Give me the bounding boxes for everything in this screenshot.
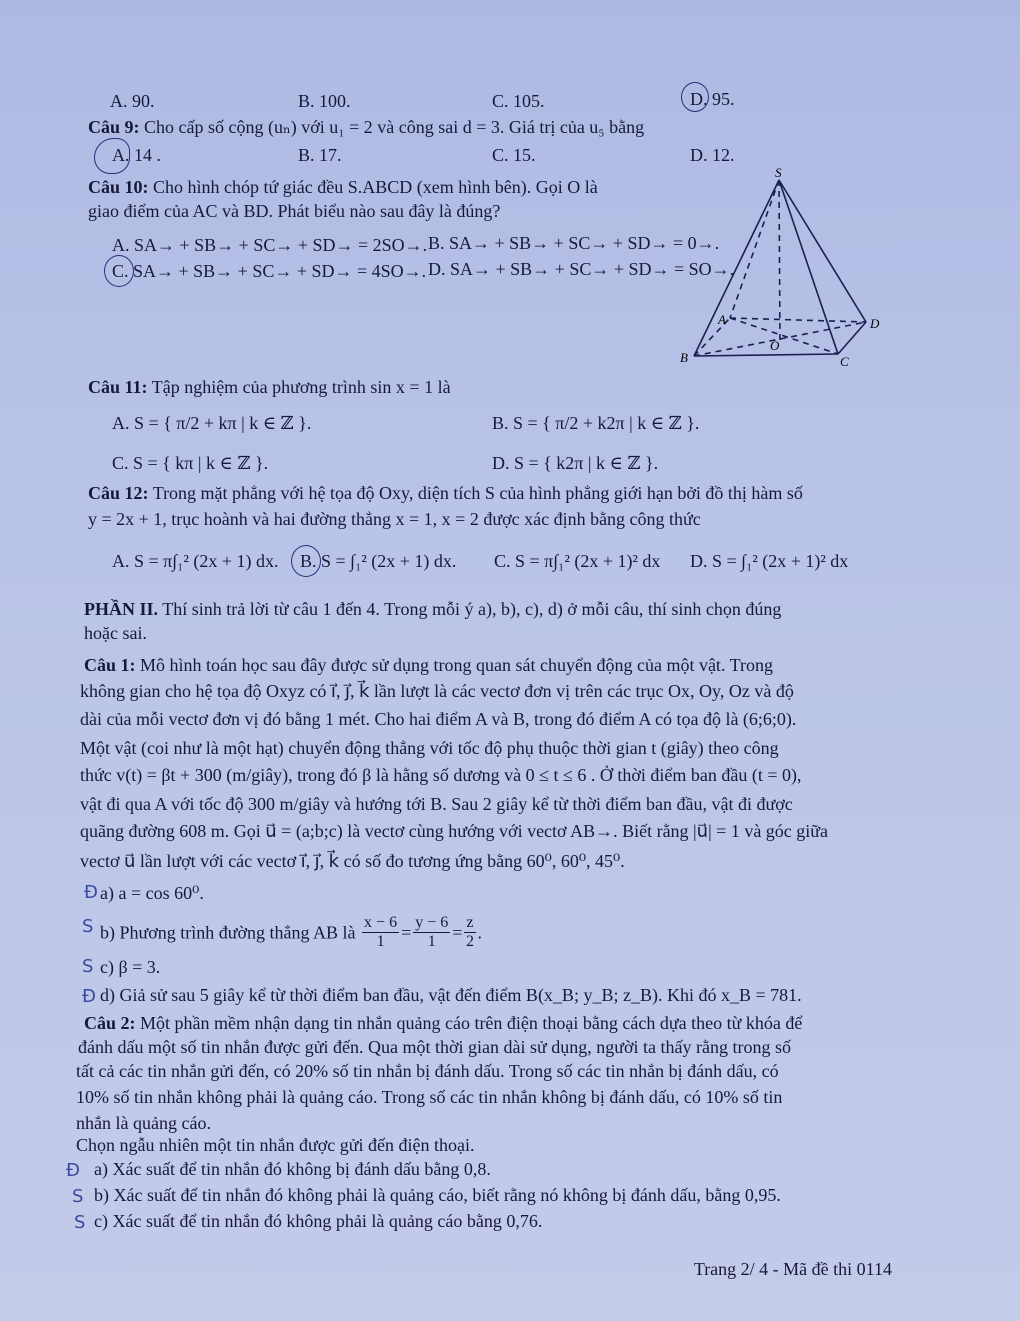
q8-option-a: A. 90.	[110, 91, 155, 111]
answer-circle-mark	[291, 545, 321, 577]
p2q1-line-2: dài của mỗi vectơ đơn vị đó bằng 1 mét. Cho hai điểm A và B, trong đó điểm A có tọa độ là (6;6;0).	[80, 709, 797, 729]
frac-x-num: x − 6	[364, 914, 398, 931]
q12-option-d: D. S = ∫₁² (2x + 1)² dx	[690, 551, 849, 571]
q10-option-a: A. SA→ + SB→ + SC→ + SD→ = 2SO→.	[112, 235, 428, 255]
q8-option-b: B. 100.	[298, 91, 351, 111]
part2-text-1: Thí sinh trả lời từ câu 1 đến 4. Trong mỗi ý a), b), c), d) ở mỗi câu, thí sinh chọn đúng	[162, 599, 782, 619]
answer-circle-mark	[104, 255, 134, 287]
edge-sd	[779, 180, 866, 322]
edge-ac	[730, 318, 838, 354]
frac-z-num: z	[466, 914, 474, 931]
p2q2-mark-a: Đ	[66, 1160, 80, 1181]
p2q1-item-d: d) Giả sử sau 5 giây kể từ thời điểm ban đầu, vật đến điểm B(x_B; y_B; z_B). Khi đó x_B = 781.	[100, 985, 802, 1005]
p2q1-line-5: vật đi qua A với tốc độ 300 m/giây và hướng tới B. Sau 2 giây kể từ thời điểm ban đầu, vật đi được	[80, 794, 793, 814]
q12-label: Câu 12:	[88, 483, 149, 503]
q10-option-d: D. SA→ + SB→ + SC→ + SD→ = SO→.	[428, 259, 735, 279]
q11-stem	[88, 376, 451, 398]
p2q1-item-b-prefix: b) Phương trình đường thẳng AB là	[100, 922, 356, 943]
p2q2-mark-c: S	[74, 1212, 86, 1233]
p2q2-text-0: Một phần mềm nhận dạng tin nhắn quảng cáo trên điện thoại bằng cách dựa theo từ khóa để	[140, 1013, 803, 1033]
q9-stem	[88, 116, 644, 138]
edge-sa	[730, 180, 779, 318]
p2q1-line-7: vectơ u⃗ lần lượt với các vectơ i⃗, j⃗, k⃗ có số đo tương ứng bằng 60⁰, 60⁰, 45⁰.	[80, 851, 625, 871]
edge-ad	[730, 318, 866, 322]
p2q2-mark-b: S	[72, 1186, 84, 1207]
p2q1-item-a: a) a = cos 60⁰.	[100, 883, 204, 903]
q12-text-1: Trong mặt phẳng với hệ tọa độ Oxy, diện tích S của hình phẳng giới hạn bởi đồ thị hàm số	[152, 483, 803, 503]
q12-stem-line1	[88, 482, 803, 504]
p2q1-mark-d: Đ	[82, 986, 96, 1007]
part2-label: PHẦN II.	[84, 599, 159, 619]
answer-circle-mark	[94, 138, 130, 174]
p2q2-line-0	[84, 1012, 802, 1034]
edge-bc	[694, 354, 838, 356]
q10-option-c: C. SA→ + SB→ + SC→ + SD→ = 4SO→.	[112, 261, 427, 281]
p2q2-line-2: tất cả các tin nhắn gửi đến, có 20% số tin nhắn bị đánh dấu. Trong số các tin nhắn bị đánh dấu, có	[76, 1061, 779, 1081]
frac-x	[362, 914, 399, 951]
frac-x-den: 1	[376, 933, 385, 950]
q8-option-d: D. 95.	[690, 89, 735, 109]
q9-label: Câu 9:	[88, 117, 140, 137]
p2q2-line-3: 10% số tin nhắn không phải là quảng cáo. Trong số các tin nhắn không bị đánh dấu, có 10% số tin	[76, 1087, 783, 1107]
q12-option-c: C. S = π∫₁² (2x + 1)² dx	[494, 551, 661, 571]
q11-label: Câu 11:	[88, 377, 148, 397]
q12-stem-line2: y = 2x + 1, trục hoành và hai đường thẳng x = 1, x = 2 được xác định bằng công thức	[88, 509, 701, 529]
label-b: B	[680, 350, 688, 365]
p2q1-line-0	[84, 654, 773, 676]
q9-option-a: A. 14 .	[112, 145, 161, 165]
edge-cd	[838, 322, 866, 354]
p2q2-label: Câu 2:	[84, 1013, 136, 1033]
label-a: A	[718, 312, 726, 327]
q10-option-b: B. SA→ + SB→ + SC→ + SD→ = 0→.	[428, 233, 720, 253]
p2q2-item-b: b) Xác suất để tin nhắn đó không phải là quảng cáo, biết rằng nó không bị đánh dấu, bằng 0,95.	[94, 1185, 781, 1205]
p2q1-item-b: b) Phương trình đường thẳng AB là $\frac{x - 6}{1}$ = $\frac{y - 6}{1}$ = $\frac{z}{2}$ .	[100, 914, 483, 950]
p2q2-item-c: c) Xác suất để tin nhắn đó không phải là quảng cáo bằng 0,76.	[94, 1211, 543, 1231]
p2q1-mark-c: S	[82, 956, 94, 977]
q11-option-a: A. S = { π/2 + kπ | k ∈ ℤ }.	[112, 413, 312, 433]
frac-z-den: 2	[465, 933, 474, 950]
label-d: D	[870, 316, 880, 331]
p2q1-text-0: Mô hình toán học sau đây được sử dụng trong quan sát chuyển động của một vật. Trong	[140, 655, 773, 675]
p2q2-line-1: đánh dấu một số tin nhắn được gửi đến. Qua một thời gian dài sử dụng, người ta thấy rằng trong số	[78, 1037, 791, 1057]
p2q1-line-4: thức v(t) = βt + 300 (m/giây), trong đó β là hằng số dương và 0 ≤ t ≤ 6 . Ở thời điểm ban đầu (t = 0),	[80, 765, 802, 785]
p2q1-item-c: c) β = 3.	[100, 957, 161, 977]
frac-y-num: y − 6	[415, 914, 449, 931]
frac-y-den: 1	[427, 933, 436, 950]
pyramid-figure	[676, 166, 900, 372]
part2-text-2: hoặc sai.	[84, 623, 147, 643]
edge-sc	[779, 180, 838, 354]
p2q1-line-3: Một vật (coi như là một hạt) chuyển động thẳng với tốc độ phụ thuộc thời gian t (giây) theo công	[80, 738, 779, 758]
q10-stem-line2: giao điểm của AC và BD. Phát biểu nào sau đây là đúng?	[88, 201, 501, 221]
p2q2-line-4: nhắn là quảng cáo.	[76, 1113, 211, 1133]
part2-header	[84, 598, 781, 620]
p2q1-line-6: quãng đường 608 m. Gọi u⃗ = (a;b;c) là vectơ cùng hướng với vectơ AB→. Biết rằng |u⃗| = 1 và góc giữa	[80, 821, 829, 841]
answer-circle-mark	[681, 82, 709, 112]
q10-label: Câu 10:	[88, 177, 149, 197]
label-s: S	[775, 166, 782, 180]
p2q1-mark-a: Đ	[84, 882, 98, 903]
q9-option-d: D. 12.	[690, 145, 735, 165]
label-o: O	[770, 338, 780, 353]
page-footer: Trang 2/ 4 - Mã đề thi 0114	[693, 1259, 892, 1279]
p2q2-line-5: Chọn ngẫu nhiên một tin nhắn được gửi đến điện thoại.	[76, 1135, 475, 1155]
q9-option-c: C. 15.	[492, 145, 536, 165]
p2q2-item-a: a) Xác suất để tin nhắn đó không bị đánh dấu bằng 0,8.	[94, 1159, 491, 1179]
q11-option-b: B. S = { π/2 + k2π | k ∈ ℤ }.	[492, 413, 700, 433]
q12-option-b: B. S = ∫₁² (2x + 1) dx.	[300, 551, 457, 571]
q9-option-b: B. 17.	[298, 145, 342, 165]
q10-text-1: Cho hình chóp tứ giác đều S.ABCD (xem hình bên). Gọi O là	[153, 177, 598, 197]
q8-option-c: C. 105.	[492, 91, 545, 111]
q11-text: Tập nghiệm của phương trình sin x = 1 là	[151, 377, 451, 397]
q9-text: Cho cấp số cộng (uₙ) với u₁ = 2 và công sai d = 3. Giá trị của u₅ bằng	[144, 117, 645, 137]
p2q1-mark-b: S	[82, 916, 94, 937]
p2q1-label: Câu 1:	[84, 655, 136, 675]
frac-z	[464, 914, 475, 951]
label-c: C	[840, 354, 849, 369]
p2q1-line-1: không gian cho hệ tọa độ Oxyz có i⃗, j⃗, k⃗ lần lượt là các vectơ đơn vị trên các trục Ox, Oy, Oz và độ	[80, 681, 794, 701]
q11-option-d: D. S = { k2π | k ∈ ℤ }.	[492, 453, 659, 473]
q10-stem-line1	[88, 176, 598, 198]
q12-option-a: A. S = π∫₁² (2x + 1) dx.	[112, 551, 279, 571]
frac-y	[413, 914, 450, 951]
q11-option-c: C. S = { kπ | k ∈ ℤ }.	[112, 453, 269, 473]
